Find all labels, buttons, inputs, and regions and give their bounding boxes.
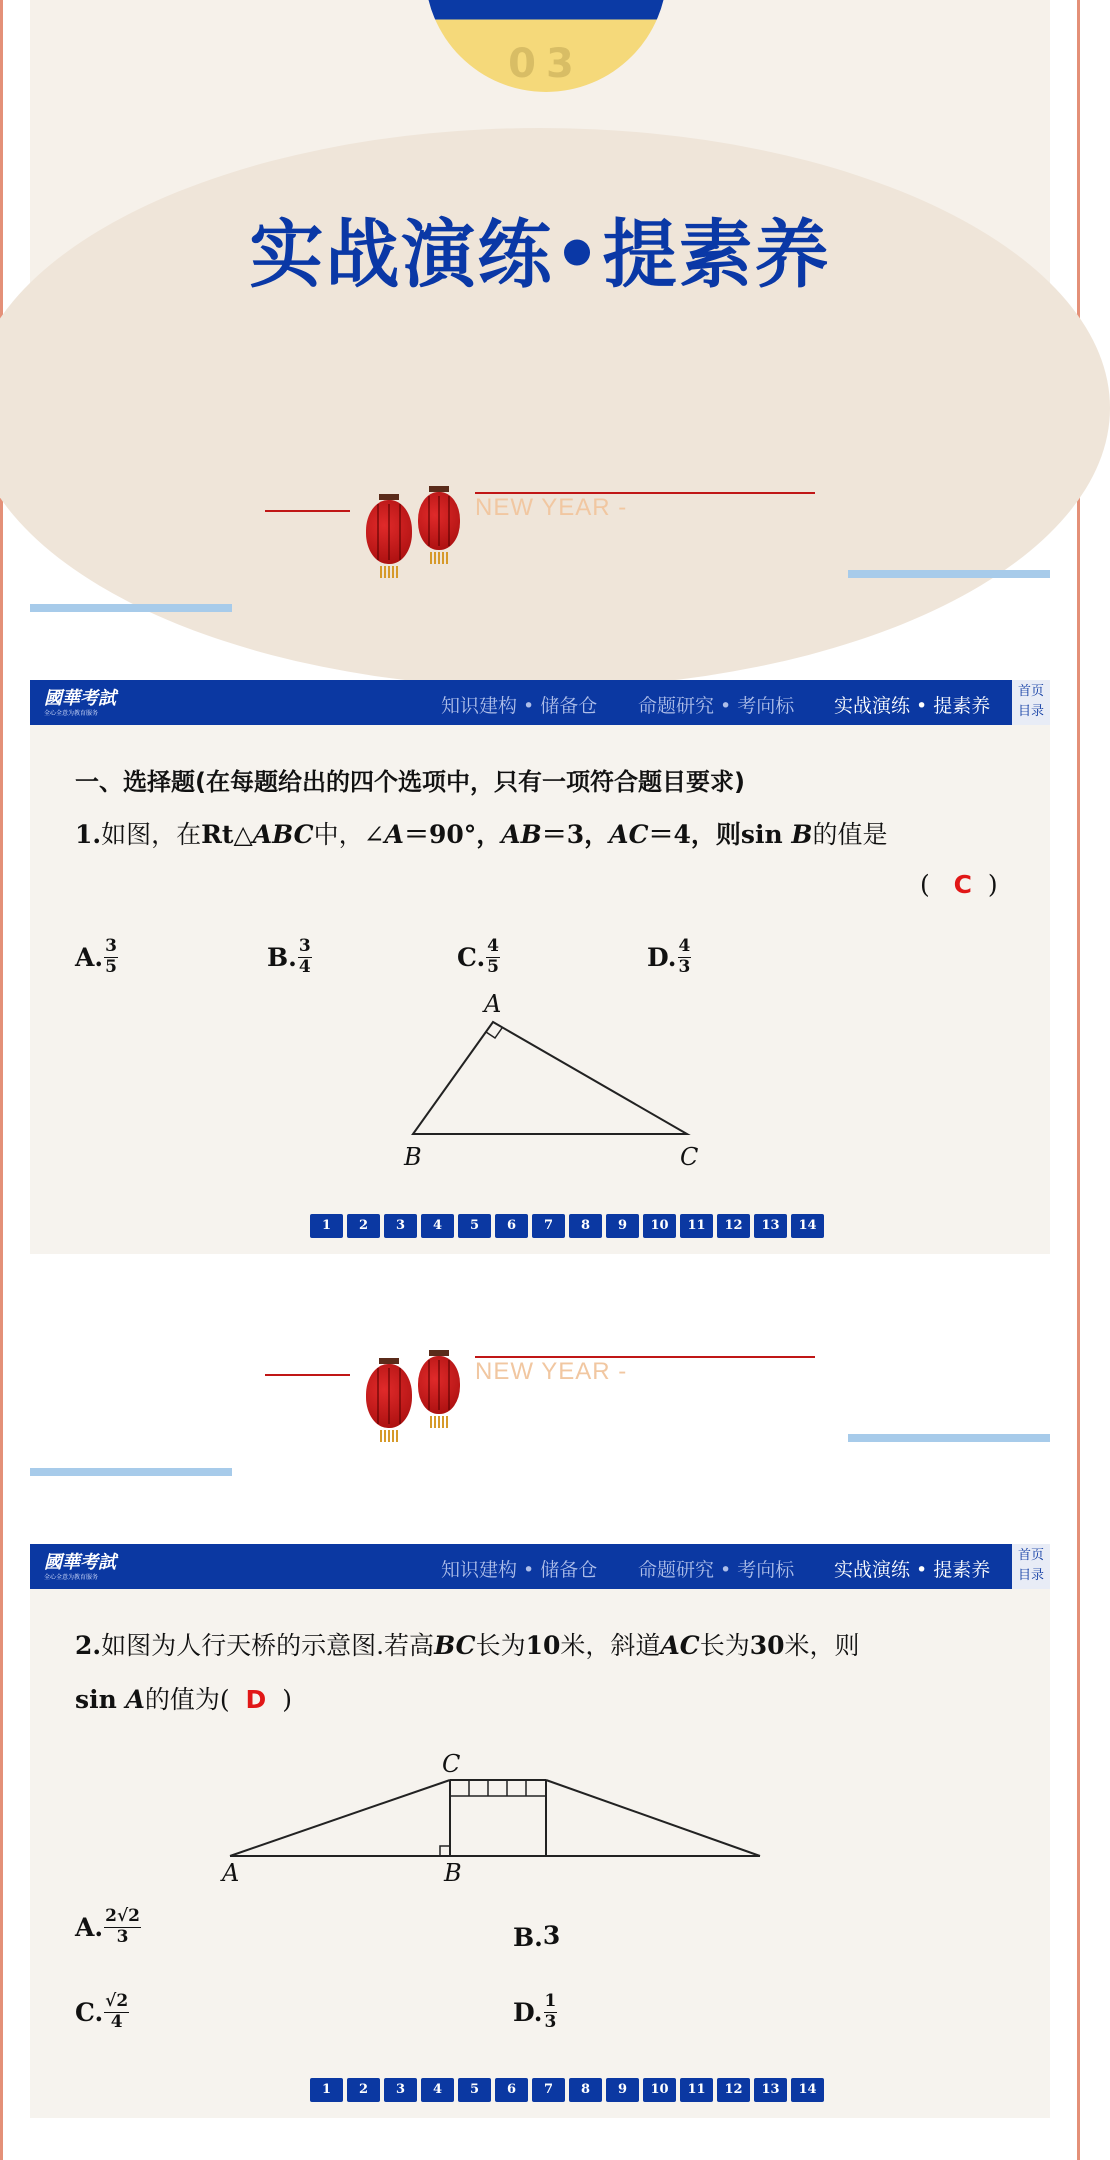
page-button[interactable]: 8 bbox=[569, 1214, 602, 1238]
section-heading: 一、选择题(在每题给出的四个选项中，只有一项符合题目要求) bbox=[75, 768, 745, 796]
bridge-figure bbox=[200, 1744, 800, 1887]
paren: ( bbox=[920, 870, 930, 899]
page-button[interactable]: 7 bbox=[532, 2078, 565, 2102]
q-text: 中，∠ bbox=[313, 820, 385, 849]
option-label: D. bbox=[647, 942, 677, 972]
page-button[interactable]: 1 bbox=[310, 2078, 343, 2102]
option-label: D. bbox=[513, 1997, 543, 2027]
page-button[interactable]: 5 bbox=[458, 1214, 491, 1238]
option-b[interactable] bbox=[267, 937, 312, 977]
q-text: ＝4，则 bbox=[648, 820, 741, 849]
tab-research[interactable]: 命题研究 • 考向标 bbox=[638, 695, 795, 717]
publisher-logo: 國華考試 bbox=[44, 688, 116, 709]
accent-bar-left bbox=[30, 604, 232, 612]
page-button[interactable]: 8 bbox=[569, 2078, 602, 2102]
triangle-abc bbox=[413, 1022, 687, 1134]
q-var: B bbox=[791, 820, 813, 849]
page-button[interactable]: 6 bbox=[495, 1214, 528, 1238]
toc-link[interactable]: 目录 bbox=[1017, 1568, 1044, 1583]
q-text: sin bbox=[740, 820, 792, 849]
home-link[interactable]: 首页 bbox=[1017, 1548, 1044, 1563]
q-text: 长为 bbox=[475, 1631, 526, 1660]
q-text: 米，斜道 bbox=[560, 1631, 661, 1660]
fraction bbox=[104, 1907, 141, 1947]
right-angle-mark bbox=[440, 1846, 450, 1856]
lantern-icon bbox=[366, 500, 412, 564]
q-text: 的值是 bbox=[812, 820, 888, 849]
q-text: 30 bbox=[749, 1631, 785, 1660]
page-button[interactable]: 4 bbox=[421, 2078, 454, 2102]
ramp-ac bbox=[230, 1780, 450, 1856]
section-number-badge bbox=[425, 0, 667, 92]
lantern-icon bbox=[418, 492, 460, 550]
publisher-slogan: 全心全意为教育服务 bbox=[44, 710, 99, 717]
page-button[interactable]: 13 bbox=[754, 1214, 787, 1238]
new-year-divider bbox=[0, 452, 1080, 612]
tab-practice[interactable]: 实战演练 • 提素养 bbox=[834, 695, 991, 717]
tab-practice[interactable]: 实战演练 • 提素养 bbox=[834, 1559, 991, 1581]
q-var: AC bbox=[609, 820, 649, 849]
vertex-label-a: A bbox=[222, 1859, 240, 1887]
page-button[interactable]: 12 bbox=[717, 1214, 750, 1238]
page-button[interactable]: 2 bbox=[347, 1214, 380, 1238]
option-b[interactable] bbox=[513, 1921, 560, 1952]
page-button[interactable]: 1 bbox=[310, 1214, 343, 1238]
q-text: 米，则 bbox=[784, 1631, 860, 1660]
lantern-icon bbox=[418, 1356, 460, 1414]
nav-box bbox=[1012, 1544, 1050, 1589]
nav-box bbox=[1012, 680, 1050, 725]
triangle-figure bbox=[360, 990, 720, 1180]
fraction bbox=[486, 937, 500, 977]
option-d[interactable] bbox=[647, 937, 691, 977]
denominator: 3 bbox=[544, 2011, 557, 2032]
numerator: 3 bbox=[105, 936, 117, 956]
ramp-right bbox=[546, 1780, 760, 1856]
divider-line-left bbox=[265, 510, 350, 512]
denominator: 5 bbox=[487, 956, 500, 977]
option-label: B. bbox=[267, 942, 297, 972]
question-number: 1. bbox=[75, 820, 102, 849]
vertex-label-c: C bbox=[442, 1750, 461, 1778]
publisher-slogan: 全心全意为教育服务 bbox=[44, 1574, 99, 1581]
page-button[interactable]: 6 bbox=[495, 2078, 528, 2102]
page-button[interactable]: 2 bbox=[347, 2078, 380, 2102]
tab-research[interactable]: 命题研究 • 考向标 bbox=[638, 1559, 795, 1581]
slide-header bbox=[30, 680, 1050, 725]
q-var: A bbox=[125, 1685, 145, 1714]
q-text: 长为 bbox=[699, 1631, 750, 1660]
accent-bar-right bbox=[848, 570, 1050, 578]
q-text: sin bbox=[75, 1685, 126, 1714]
page-button[interactable]: 13 bbox=[754, 2078, 787, 2102]
page-button[interactable]: 3 bbox=[384, 1214, 417, 1238]
fraction bbox=[104, 937, 118, 977]
q-text: ) bbox=[282, 1685, 292, 1714]
q-text: ＝90°， bbox=[403, 820, 502, 849]
new-year-text: NEW YEAR - bbox=[475, 1358, 628, 1385]
option-c[interactable] bbox=[75, 1992, 129, 2032]
numerator: 4 bbox=[678, 936, 691, 956]
page-button[interactable]: 12 bbox=[717, 2078, 750, 2102]
hero-title: 实战演练•提素养 bbox=[249, 212, 831, 298]
option-a[interactable] bbox=[75, 1907, 141, 1947]
toc-link[interactable]: 目录 bbox=[1017, 704, 1044, 719]
question-2-text-line2 bbox=[75, 1680, 292, 1716]
numerator: 1 bbox=[544, 1991, 557, 2011]
option-a[interactable] bbox=[75, 937, 118, 977]
slide-header bbox=[30, 1544, 1050, 1589]
slide-question-1 bbox=[30, 680, 1050, 1254]
q-var: ABC bbox=[252, 820, 314, 849]
vertex-label-a: A bbox=[484, 990, 502, 1018]
option-d[interactable] bbox=[513, 1992, 557, 2032]
new-year-text: NEW YEAR - bbox=[475, 494, 628, 521]
q-var: BC bbox=[434, 1631, 476, 1660]
q-var: AB bbox=[501, 820, 542, 849]
page-button[interactable]: 11 bbox=[680, 1214, 713, 1238]
fraction bbox=[298, 937, 312, 977]
new-year-divider bbox=[0, 1316, 1080, 1476]
denominator: 3 bbox=[678, 956, 691, 977]
vertex-label-c: C bbox=[680, 1143, 699, 1171]
numerator: 4 bbox=[487, 936, 500, 956]
page-button[interactable]: 9 bbox=[606, 2078, 639, 2102]
numerator: √2 bbox=[105, 1991, 129, 2011]
answer-text: D bbox=[245, 1685, 267, 1714]
tab-knowledge[interactable]: 知识建构 • 储备仓 bbox=[441, 695, 598, 717]
answer-slot bbox=[920, 870, 998, 899]
page-button[interactable]: 7 bbox=[532, 1214, 565, 1238]
q-text: 10 bbox=[525, 1631, 561, 1660]
answer-text: C bbox=[953, 870, 972, 899]
question-2-text bbox=[75, 1626, 860, 1662]
page-button[interactable]: 14 bbox=[791, 2078, 824, 2102]
numerator: 2√2 bbox=[105, 1906, 140, 1926]
denominator: 5 bbox=[105, 956, 117, 977]
fraction bbox=[678, 937, 692, 977]
q-text: 如图，在 bbox=[101, 820, 202, 849]
section-hero bbox=[30, 0, 1050, 390]
option-value: 3 bbox=[542, 1921, 561, 1950]
denominator: 4 bbox=[298, 956, 311, 977]
question-number: 2. bbox=[75, 1631, 102, 1660]
page-button[interactable]: 10 bbox=[643, 1214, 676, 1238]
option-label: C. bbox=[457, 942, 486, 972]
option-label: A. bbox=[75, 942, 104, 972]
lantern-icon bbox=[366, 1364, 412, 1428]
badge-shadow-number: 03 bbox=[508, 41, 584, 87]
page-button[interactable]: 9 bbox=[606, 1214, 639, 1238]
page-button[interactable]: 11 bbox=[680, 2078, 713, 2102]
slide-question-2 bbox=[30, 1544, 1050, 2118]
page-button[interactable]: 14 bbox=[791, 1214, 824, 1238]
fraction bbox=[104, 1992, 129, 2032]
paren: ) bbox=[987, 870, 998, 899]
vertex-label-b: B bbox=[444, 1859, 462, 1887]
vertex-label-b: B bbox=[404, 1143, 422, 1171]
q-text: ＝3， bbox=[541, 820, 610, 849]
denominator: 3 bbox=[116, 1926, 129, 1947]
divider-line-left bbox=[265, 1374, 350, 1376]
accent-bar-left bbox=[30, 1468, 232, 1476]
q-var: A bbox=[384, 820, 404, 849]
q-text: 的值为( bbox=[144, 1685, 230, 1714]
option-label: C. bbox=[75, 1997, 104, 2027]
page-button[interactable]: 3 bbox=[384, 2078, 417, 2102]
accent-bar-right bbox=[848, 1434, 1050, 1442]
q-text: 如图为人行天桥的示意图.若高 bbox=[101, 1631, 435, 1660]
option-c[interactable] bbox=[457, 937, 500, 977]
numerator: 3 bbox=[298, 936, 311, 956]
denominator: 4 bbox=[110, 2011, 123, 2032]
page-button[interactable]: 10 bbox=[643, 2078, 676, 2102]
home-link[interactable]: 首页 bbox=[1017, 684, 1044, 699]
tab-knowledge[interactable]: 知识建构 • 储备仓 bbox=[441, 1559, 598, 1581]
option-label: A. bbox=[75, 1912, 104, 1942]
fraction bbox=[544, 1992, 558, 2032]
q-var: AC bbox=[660, 1631, 700, 1660]
page-button[interactable]: 5 bbox=[458, 2078, 491, 2102]
q-text: Rt△ bbox=[201, 820, 253, 849]
option-label: B. bbox=[513, 1923, 543, 1952]
publisher-logo: 國華考試 bbox=[44, 1552, 116, 1573]
page-button[interactable]: 4 bbox=[421, 1214, 454, 1238]
question-1-text bbox=[75, 815, 887, 851]
